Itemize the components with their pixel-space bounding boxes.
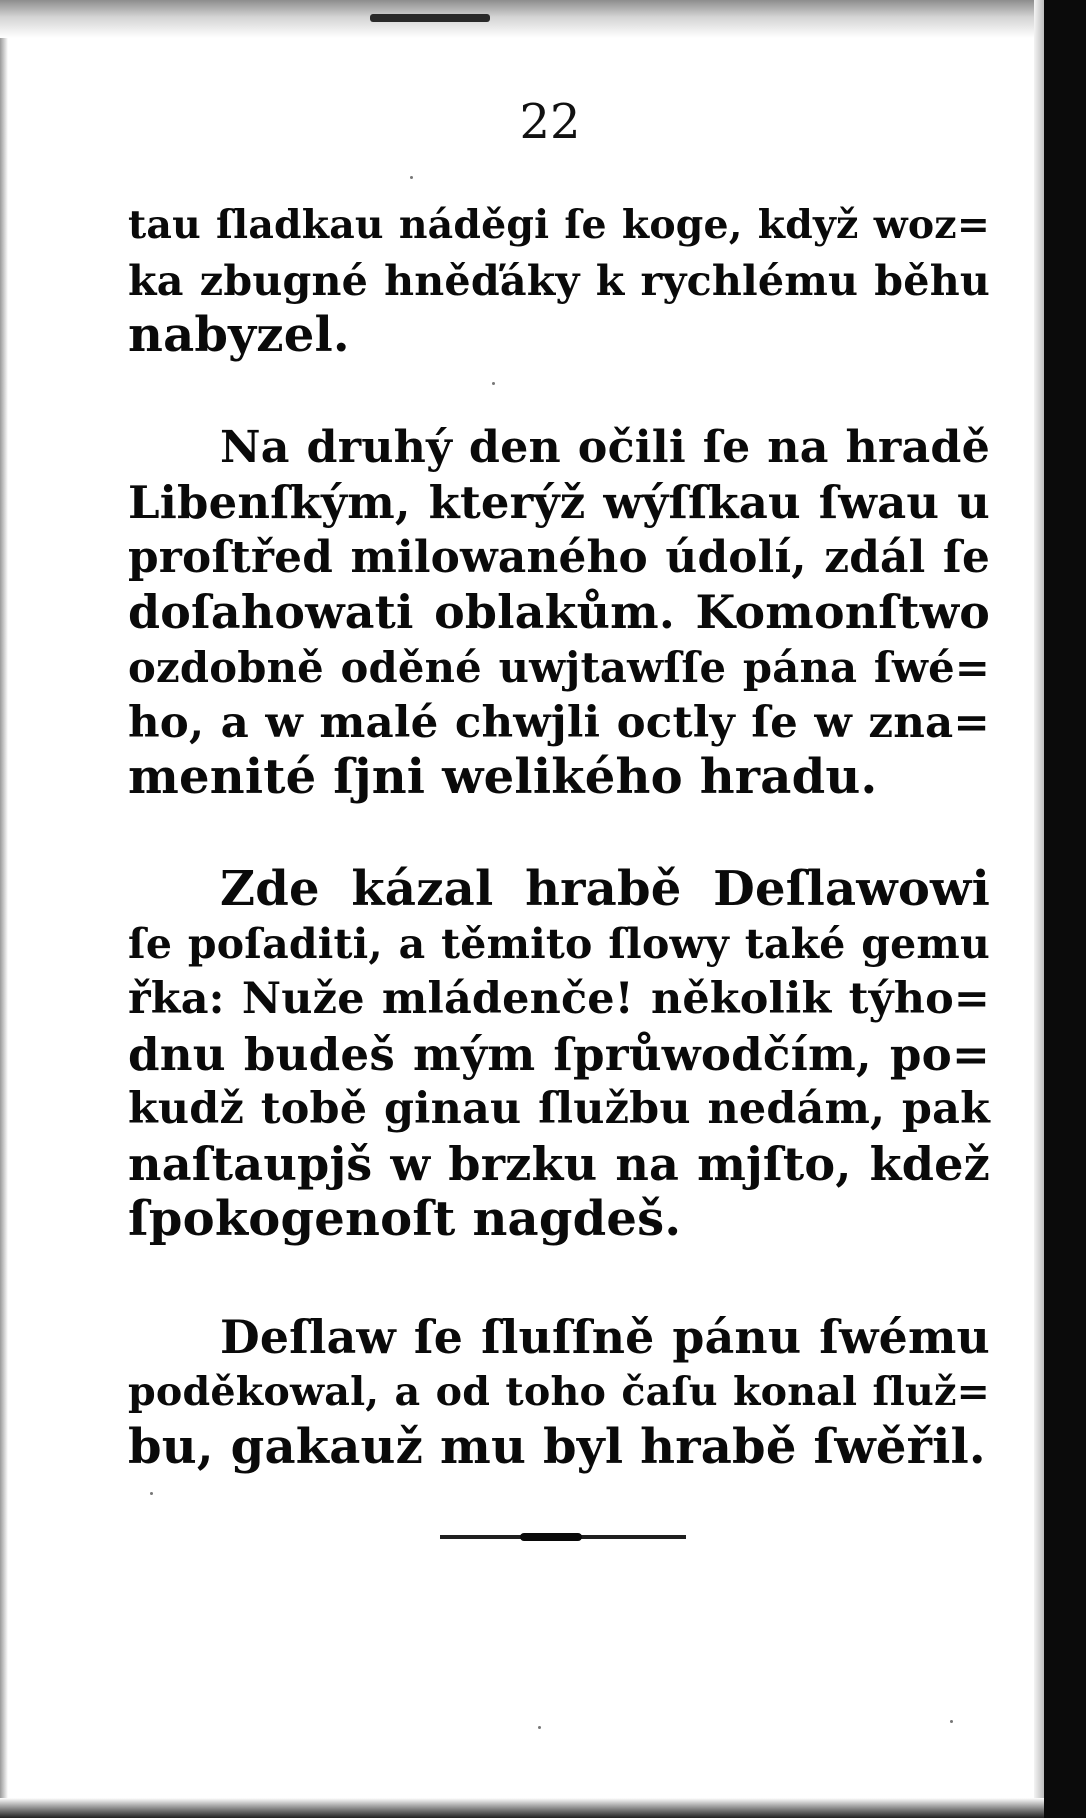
- text-line: Na druhý den očili ſe na hradě: [220, 421, 990, 473]
- text-line: proſtřed milowaného údolí, zdál ſe: [128, 532, 990, 583]
- page-top-edge-shadow: [0, 0, 1044, 38]
- paragraph-4: [128, 1310, 990, 1475]
- text-line: ſpokogenoſt nagdeš.: [128, 1191, 682, 1247]
- paper-speck: [410, 176, 413, 179]
- text-line: menité ſjni welikého hradu.: [128, 749, 878, 805]
- text-line: Deſlaw ſe ſluſſně pánu ſwému: [220, 1310, 990, 1364]
- paragraph-3: [128, 862, 990, 1247]
- text-line: ſe poſaditi, a těmito ſlowy také gemu: [128, 920, 990, 968]
- page-right-edge-gradient: [1034, 0, 1044, 1818]
- text-line: kudž tobě ginau ſlužbu nedám, pak: [128, 1084, 990, 1134]
- text-line: ho, a w malé chwjli octly ſe w zna=: [128, 697, 990, 748]
- end-ornament-center: [520, 1533, 582, 1541]
- text-line: dnu budeš mým ſprůwodčím, po=: [128, 1028, 990, 1081]
- text-line: bu, gakauž mu byl hrabě ſwěřil.: [128, 1419, 986, 1475]
- text-line: naſtaupjš w brzku na mjſto, kdež: [128, 1137, 990, 1191]
- binding-mark: [370, 14, 490, 22]
- paragraph-2: [128, 420, 990, 805]
- text-line: Zde kázal hrabě Deſlawowi: [220, 861, 990, 917]
- paper-speck: [950, 1720, 953, 1723]
- text-line: tau ſladkau náděgi ſe koge, když woz=: [128, 202, 990, 248]
- text-line: Libenſkým, kterýž wýſſkau ſwau u: [128, 476, 990, 529]
- text-line: ozdobně oděné uwjtawſſe pána ſwé=: [128, 643, 990, 692]
- text-line: doſahowati oblakům. Komonſtwo: [128, 585, 990, 639]
- paper-speck: [492, 382, 495, 385]
- paper-speck: [150, 1492, 153, 1495]
- text-line: poděkowal, a od toho čaſu konal ſluž=: [128, 1369, 990, 1415]
- page-number: 22: [519, 94, 581, 150]
- text-line: řka: Nuže mládenče! několik týho=: [128, 974, 990, 1024]
- page-bottom-edge-shadow: [0, 1798, 1044, 1818]
- paragraph-1: [128, 198, 990, 363]
- text-line: ka zbugné hněďáky k rychlému běhu: [128, 256, 990, 305]
- text-line: nabyzel.: [128, 307, 350, 363]
- page-right-edge-dark: [1044, 0, 1086, 1818]
- paper-speck: [538, 1726, 541, 1729]
- page-left-edge-shadow: [0, 0, 8, 1818]
